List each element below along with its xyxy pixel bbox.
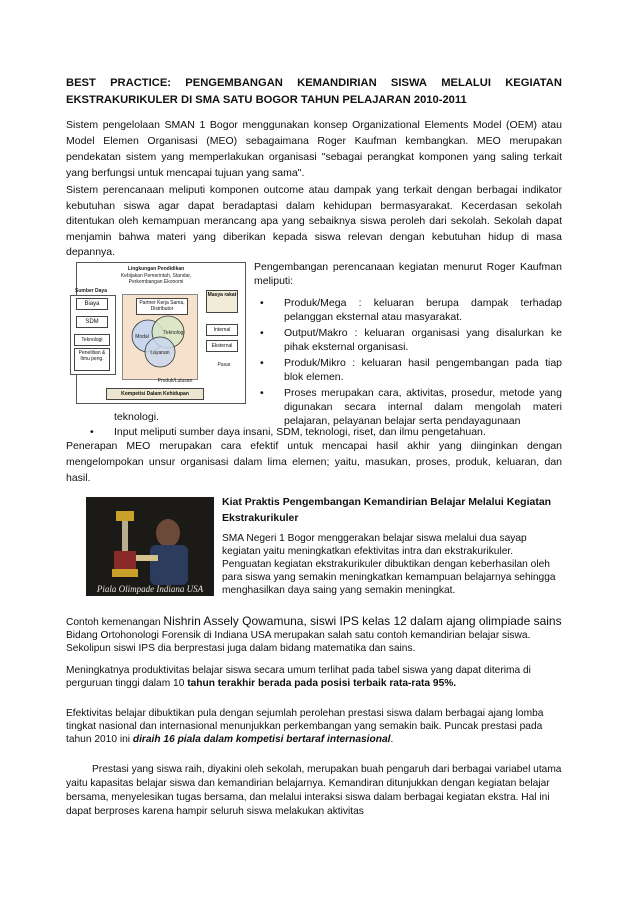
list-item: • Proses merupakan cara, aktivitas, prosedur, metode yang digunakan secara internal dalam mengolah materi pelajaran, pelayanan belajar serta pendayagunaan (254, 386, 562, 428)
penelitian-box: Penelitian & Ilmu peng. (74, 348, 110, 371)
list-item: • Produk/Mikro : keluaran hasil pengembangan pada tiap blok elemen. (254, 356, 562, 384)
pasar-label: Pasar (217, 362, 231, 368)
title-line-2: EKSTRAKURIKULER DI SMA SATU BOGOR TAHUN PELAJARAN 2010-2011 (66, 94, 467, 106)
title-word: BEST (66, 77, 96, 89)
sdm-box: SDM (76, 316, 108, 328)
teknologi-continuation: teknologi. (114, 411, 159, 423)
title-word: PRACTICE: (110, 77, 172, 89)
right-intro: Pengembangan perencanaan kegiatan menurut Roger Kaufman meliputi: (254, 261, 562, 287)
circles-diagram (122, 310, 202, 370)
diagram-header-line: Kebijakan Pemerintah, Standar, (120, 273, 192, 279)
effectiveness-end: . (390, 734, 394, 745)
masyarakat-box: Masya rakat (206, 290, 238, 313)
kiat-paragraph-2: Penguatan kegiatan ekstrakurikuler dibuktikan dengan keberhasilan oleh para siswa yang semakin meningkatkan kemampuan belajarnya sehingga menghasilkan daya saing yang semakin meningkat. (222, 559, 556, 596)
meo-paragraph: Penerapan MEO merupakan cara efektif untuk mencapai hasil akhir yang diinginkan dengan mengelompokan unsur organisasi dalam lima elemen; yaitu, masukan, proses, produk, keluaran, dan hasil. (66, 440, 562, 484)
modal-label: Modal (135, 334, 149, 340)
teknologi-box: Teknologi (74, 334, 110, 346)
achievement-paragraph: Prestasi yang siswa raih, diyakini oleh sekolah, merupakan buah pengaruh dari berbagai variabel utama yaitu kapasitas belajar siswa dan kemandirian belajarnya. Kemandiran ditunjukkan dengan kegiatan belajar bersama, menyelesikan tugas bersama, dan melalui interaksi siswa dalam berbagai kegiatan ekstra. Hal ini dapat berproses karena hampir seluruh siswa melakukan aktivitas (66, 764, 562, 817)
planning-paragraph: Sistem perencanaan meliputi komponen outcome atau dampak yang terkait dengan berbagai indikator kebutuhan siswa agar dapat beradaptasi dalam kehidupan bermasyarakat. Kecerdasan sekolah ditentukan oleh kemampuan merancang apa yang sebaiknya siswa peroleh dari sekolah. Sekolah dapat menjamin bahwa materi yang diberikan kepada siswa relevan dengan kebutuhan hidup di masa depannya. (66, 184, 562, 258)
effectiveness-paragraph (66, 707, 562, 746)
kiat-paragraph-1: SMA Negeri 1 Bogor menggerakan belajar siswa melalui dua sayap kegiatan yaitu meningkatkan efektivitas intra dan ekstrakurikuler. (222, 533, 527, 557)
mitra-box: Partner Kerja Sama, Distributor (136, 298, 188, 315)
internal-box: Internal (206, 324, 238, 336)
title-word: SISWA (390, 77, 427, 89)
meo-diagram (66, 260, 248, 410)
productivity-paragraph (66, 664, 562, 690)
title-word: KEMANDIRIAN (297, 77, 377, 89)
nishrin-name: Nishrin Assely Qowamuna, siswi IPS kelas 12 dalam ajang olimpiade sains (163, 614, 562, 628)
nishrin-rest: Bidang Ortohonologi Forensik di Indiana USA merupakan salah satu contoh kemandirian belajar siswa. Sekolipun siswi IPS dia berprestasi juga dalam bidang matematika dan sains. (66, 630, 531, 654)
document-title (66, 75, 562, 109)
title-line-1 (66, 75, 562, 92)
layanan-label: Layanan (150, 350, 170, 356)
photo-caption: Piala Olimpade Indiana USA (96, 584, 204, 594)
trophy-photo (86, 497, 214, 596)
list-item: • Input meliputi sumber daya insani, SDM, teknologi, riset, dan ilmu pengetahuan. (84, 425, 564, 439)
trophy-photo-image (86, 497, 214, 596)
kiat-heading: Kiat Praktis Pengembangan Kemandirian Belajar Melalui Kegiatan Ekstrakurikuler (222, 496, 552, 524)
nishrin-paragraph (66, 615, 562, 655)
diagram-header-title: Lingkungan Pendidikan (127, 266, 185, 272)
effectiveness-highlight: diraih 16 piala dalam kompetisi bertaraf internasional (132, 734, 391, 745)
diagram-header-line: Perkembangan Ekonomi (128, 279, 184, 285)
title-word: KEGIATAN (505, 77, 562, 89)
list-item: • Output/Makro : keluaran organisasi yang disalurkan ke pihak eksternal organisasi. (254, 326, 562, 354)
sumber-daya-label: Sumber Daya (75, 288, 107, 294)
list-item: • Produk/Mega : keluaran berupa dampak terhadap pelanggan eksternal atau masyarakat. (254, 296, 562, 324)
productivity-highlight: tahun terakhir berada pada posisi terbaik rata-rata 95%. (187, 678, 457, 689)
nishrin-lead: Contoh kemenangan (66, 617, 164, 628)
title-word: MELALUI (441, 77, 491, 89)
teknologi-circle-label: Teknologi (163, 330, 185, 336)
intro-paragraph: Sistem pengelolaan SMAN 1 Bogor menggunakan konsep Organizational Elements Model (OEM) atau Model Elemen Organisasi (MEO) sebagaimana Roger Kaufman kembangkan. MEO merupakan pendekatan sistem yang memperlakukan organisasi "sebagai perangkat komponen yang saling terkait yang berfungsi untuk mencapai tujuan yang sama". (66, 119, 562, 179)
kompetisi-box: Kompetisi Dalam Kehidupan (106, 388, 204, 400)
title-word: PENGEMBANGAN (185, 77, 283, 89)
eksternal-box: Eksternal (206, 340, 238, 352)
productivity-lead: Meningkatnya produktivitas belajar siswa secara umum terlihat pada tabel siswa yang dapat diterima di perguruan tinggi dalam 10 (66, 665, 531, 689)
kaufman-list (254, 296, 562, 430)
produk-label: Produk/Lulusan (157, 378, 193, 384)
biaya-box: Biaya (76, 298, 108, 310)
effectiveness-lead: Efektivitas belajar dibuktikan pula dengan sejumlah perolehan prestasi siswa dalam berbagai ajang lomba tingkat nasional dan internasional menunjukkan perkembangan yang semakin baik. Puncak prestasi pada tahun 2010 ini (66, 708, 544, 745)
